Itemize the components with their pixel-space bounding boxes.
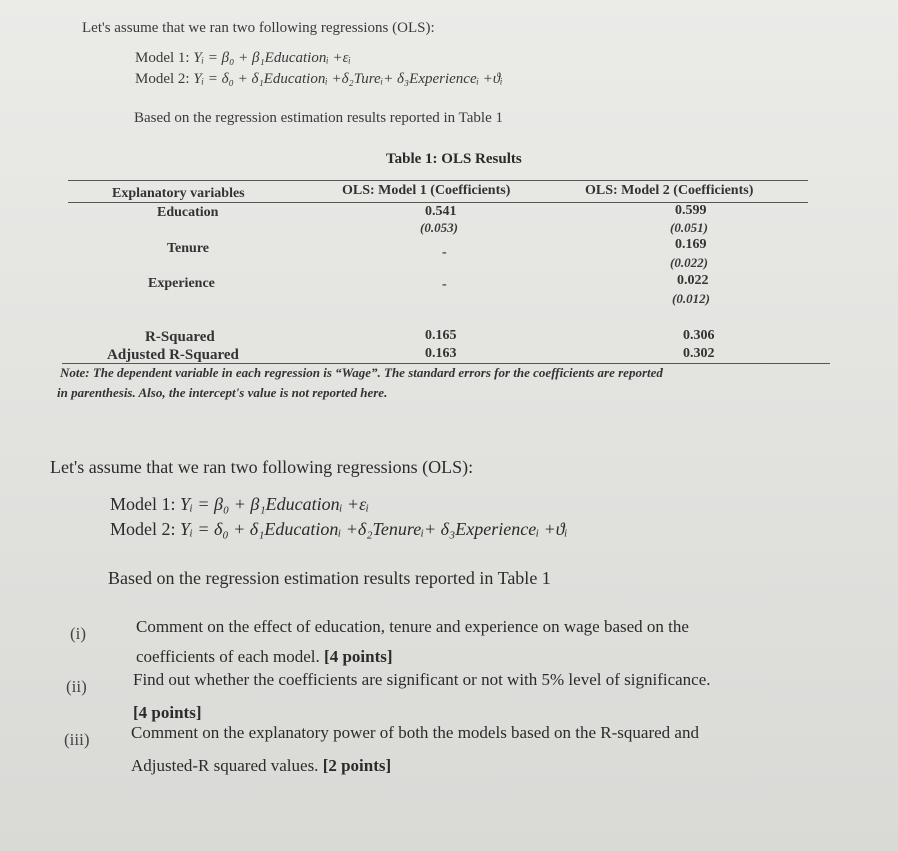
bottom-model1-label: Model 1: bbox=[110, 494, 176, 514]
row-tenure-label: Tenure bbox=[167, 241, 210, 256]
row-experience-m2-se: (0.012) bbox=[672, 291, 710, 306]
row-tenure-m2: 0.169 bbox=[675, 237, 707, 252]
question-3-line2 bbox=[131, 756, 391, 776]
bottom-model1-equation: Yᵢ = β₀ + β₁Educationᵢ +εᵢ bbox=[180, 494, 370, 514]
bottom-model2-equation: Yᵢ = δ₀ + δ₁Educationᵢ +δ₂Tenureᵢ+ δ₃Experienceᵢ +ϑᵢ bbox=[180, 519, 568, 539]
table-top-rule bbox=[68, 180, 808, 181]
header-model2: OLS: Model 2 (Coefficients) bbox=[585, 183, 754, 198]
question-3-line2-text: Adjusted-R squared values. bbox=[131, 756, 319, 775]
row-education-m2: 0.599 bbox=[675, 203, 707, 218]
r-squared-m1: 0.165 bbox=[425, 328, 457, 343]
row-tenure-m1: - bbox=[442, 245, 447, 260]
row-education-m1-se: (0.053) bbox=[420, 220, 458, 235]
bottom-based-text: Based on the regression estimation results reported in Table 1 bbox=[108, 568, 551, 588]
top-model1-label: Model 1: bbox=[135, 50, 190, 66]
question-2-line1: Find out whether the coefficients are significant or not with 5% level of significance. bbox=[133, 670, 711, 689]
question-1-number: (i) bbox=[70, 624, 87, 643]
question-1-line1: Comment on the effect of education, tenure and experience on wage based on the bbox=[136, 617, 689, 636]
adjusted-r-squared-m2: 0.302 bbox=[683, 346, 715, 361]
question-1-line2 bbox=[136, 647, 393, 667]
top-model2-label: Model 2: bbox=[135, 71, 190, 87]
row-experience-label: Experience bbox=[148, 276, 215, 291]
bottom-model2 bbox=[110, 519, 567, 540]
question-3-points: [2 points] bbox=[322, 756, 392, 775]
bottom-model2-label: Model 2: bbox=[110, 519, 176, 539]
top-model2 bbox=[135, 71, 503, 88]
top-model1 bbox=[135, 50, 351, 67]
question-3-line1: Comment on the explanatory power of both the models based on the R-squared and bbox=[131, 723, 699, 742]
top-model2-equation: Yᵢ = δ₀ + δ₁Educationᵢ +δ₂Tureᵢ+ δ₃Experienceᵢ +ϑᵢ bbox=[193, 71, 503, 87]
row-tenure-m2-se: (0.022) bbox=[670, 255, 708, 270]
adjusted-r-squared-label: Adjusted R-Squared bbox=[107, 347, 239, 363]
row-experience-m1: - bbox=[442, 277, 447, 292]
row-education-m1: 0.541 bbox=[425, 204, 457, 219]
r-squared-m2: 0.306 bbox=[683, 328, 715, 343]
bottom-intro: Let's assume that we ran two following regressions (OLS): bbox=[50, 457, 474, 477]
adjusted-r-squared-m1: 0.163 bbox=[425, 346, 457, 361]
top-model1-equation: Yᵢ = β₀ + β₁Educationᵢ +εᵢ bbox=[193, 50, 351, 66]
table-note-line2: in parenthesis. Also, the intercept's value is not reported here. bbox=[57, 385, 388, 400]
question-3-number: (iii) bbox=[64, 730, 90, 749]
row-education-label: Education bbox=[157, 205, 219, 220]
table-bottom-rule bbox=[62, 363, 830, 364]
top-based-text: Based on the regression estimation results reported in Table 1 bbox=[134, 110, 504, 126]
row-experience-m2: 0.022 bbox=[677, 273, 709, 288]
row-education-m2-se: (0.051) bbox=[670, 220, 708, 235]
table-title: Table 1: OLS Results bbox=[386, 151, 522, 167]
question-1-points: [4 points] bbox=[324, 647, 393, 666]
question-1-line2-text: coefficients of each model. bbox=[136, 647, 320, 666]
header-explanatory-variables: Explanatory variables bbox=[112, 186, 245, 201]
question-2-points: [4 points] bbox=[133, 703, 202, 722]
header-model1: OLS: Model 1 (Coefficients) bbox=[342, 183, 511, 198]
table-note-line1: Note: The dependent variable in each regression is “Wage”. The standard errors for the coefficients are reported bbox=[60, 365, 663, 380]
top-intro: Let's assume that we ran two following regressions (OLS): bbox=[82, 20, 435, 36]
question-2-number: (ii) bbox=[66, 677, 87, 696]
bottom-model1 bbox=[110, 494, 369, 515]
r-squared-label: R-Squared bbox=[145, 329, 215, 345]
